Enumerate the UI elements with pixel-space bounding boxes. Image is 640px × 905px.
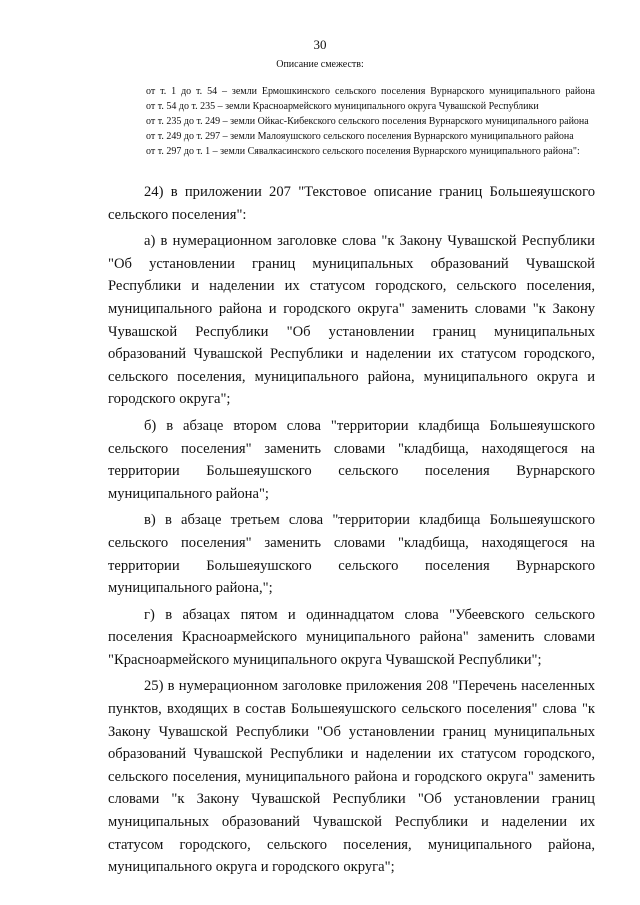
adjacency-heading: Описание смежеств: [276, 59, 364, 70]
document-body [108, 181, 595, 879]
paragraph-subitem-b: б) в абзаце втором слова "территории кладбища Большеяушского сельского поселения" заменить словами "кладбища, находящегося на территории Большеяушского сельского поселения Вурнарского муниципального района"; [108, 417, 595, 502]
page-number: 30 [313, 37, 327, 52]
adjacency-line: от т. 1 до т. 54 – земли Ермошкинского сельского поселения Вурнарского муниципального района [146, 86, 595, 97]
adjacency-list [108, 84, 595, 159]
adjacency-line: от т. 249 до т. 297 – земли Малояушского сельского поселения Вурнарского муниципального района [146, 131, 574, 142]
paragraph-subitem-v: в) в абзаце третьем слова "территории кладбища Большеяушского сельского поселения" заменить словами "кладбища, находящегося на территории Большеяушского сельского поселения Вурнарского муниципального района,"; [108, 512, 595, 597]
paragraph-subitem-g: г) в абзацах пятом и одиннадцатом слова "Убеевского сельского поселения Красноармейского муниципального района" заменить словами "Красноармейского муниципального округа Чувашской Республики"; [108, 606, 595, 668]
adjacency-line: от т. 54 до т. 235 – земли Красноармейского муниципального округа Чувашской Республики [146, 101, 539, 112]
paragraph-item-24: 24) в приложении 207 "Текстовое описание границ Большеяушского сельского поселения": [108, 184, 595, 223]
paragraph-subitem-a: а) в нумерационном заголовке слова "к Закону Чувашской Республики "Об установлении границ муниципальных образований Чувашской Республики и наделении их статусом городского, сельского поселения, муниципального района и городского округа" заменить словами "к Закону Чувашской Республики "Об установлении границ муниципальных образований Чувашской Республики и наделении их статусом городского, сельского поселения, муниципального района, муниципального округа и городского округа"; [108, 233, 595, 408]
adjacency-line: от т. 297 до т. 1 – земли Сявалкасинского сельского поселения Вурнарского муниципального района": [146, 146, 580, 157]
adjacency-line: от т. 235 до т. 249 – земли Ойкас-Кибекского сельского поселения Вурнарского муниципального района [146, 116, 589, 127]
paragraph-item-25: 25) в нумерационном заголовке приложения 208 "Перечень населенных пунктов, входящих в состав Большеяушского сельского поселения" слова "к Закону Чувашской Республики "Об установлении границ муниципальных образований Чувашской Республики и наделении их статусом городского, сельского поселения, муниципального района и городского округа" заменить словами "к Закону Чувашской Республики "Об установлении границ муниципальных образований Чувашской Республики и наделении их статусом городского, сельского поселения, муниципального района, муниципального округа и городского округа"; [108, 678, 595, 876]
